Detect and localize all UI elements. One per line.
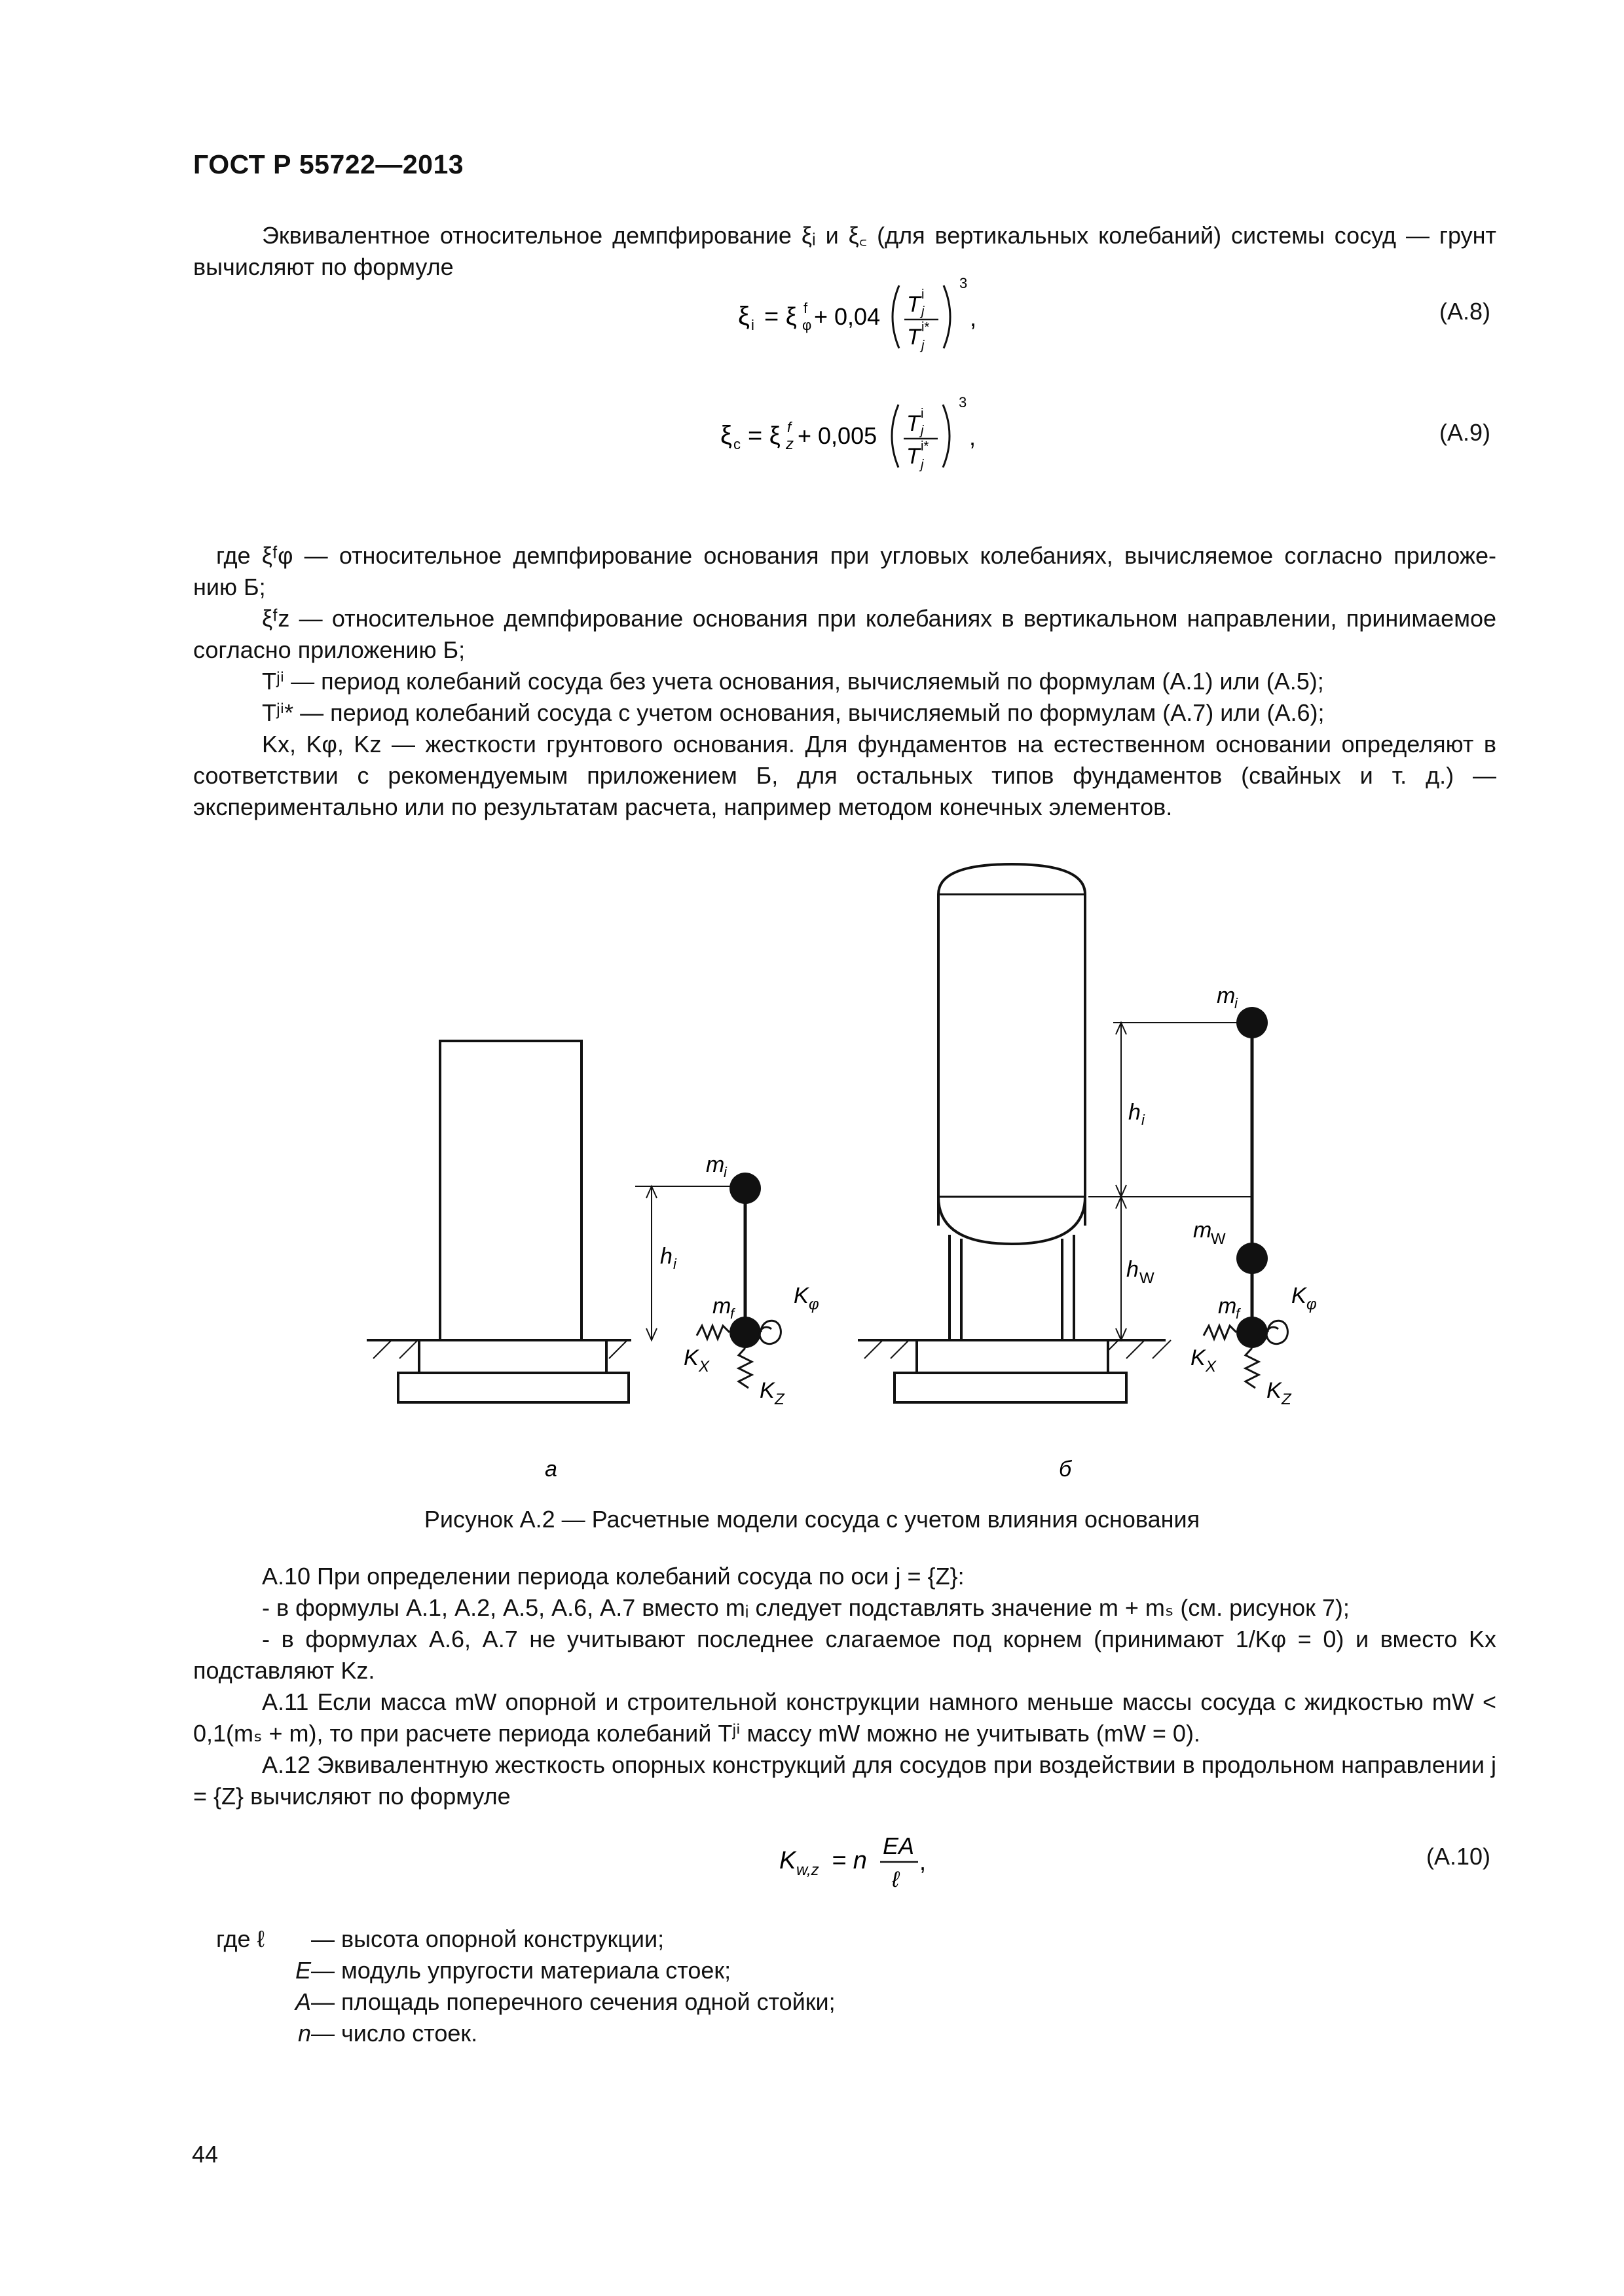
- mass-mf-b: [1236, 1317, 1268, 1348]
- a10-lhs-sub: w,z: [796, 1861, 819, 1879]
- a10-lhs: K: [779, 1847, 796, 1874]
- def-n: [216, 2018, 836, 2049]
- label-mf-a: m: [712, 1294, 731, 1319]
- label-mi-a: m: [706, 1152, 725, 1177]
- formula-a10-number: (A.10): [1426, 1843, 1491, 1870]
- label-hi-a-sub: i: [673, 1256, 676, 1272]
- para-a12: А.12 Эквивалентную жесткость опорных конструкций для сосудов при воздействии в продольном направлении j = {Z} вычисляют по формуле: [193, 1751, 1496, 1810]
- where1-line4: Tʲⁱ* — период колебаний сосуда с учетом основания, вычисляемый по формулам (А.7) или (А.6);: [262, 699, 1325, 726]
- a8-paren-right: [944, 285, 950, 348]
- formula-a8: [730, 274, 992, 359]
- a9-rhs-a: = ξ: [748, 422, 781, 450]
- label-mi-a-sub: i: [724, 1164, 727, 1180]
- a9-lhs: ξ: [720, 421, 732, 450]
- label-mi-b-sub: i: [1234, 995, 1238, 1011]
- a8-coef: + 0,04: [814, 303, 881, 330]
- spring-kx-b: [1204, 1326, 1236, 1339]
- spring-kx-a: [697, 1326, 729, 1339]
- a9-lhs-sub: c: [733, 436, 741, 452]
- a10-num: EA: [883, 1832, 915, 1859]
- mass-mw-b: [1236, 1243, 1268, 1274]
- a8-rhs-a-sub: φ: [802, 317, 812, 333]
- formula-a10: [773, 1827, 995, 1905]
- spring-kz-a: [739, 1348, 752, 1388]
- where1-line1b: нию Б;: [193, 574, 266, 600]
- foundation-a-base: [398, 1373, 629, 1402]
- vessel-a-body: [440, 1041, 581, 1340]
- document-header: ГОСТ Р 55722—2013: [193, 149, 464, 179]
- a10-tail: ,: [919, 1848, 927, 1875]
- def-n-sym: n: [297, 2020, 311, 2047]
- foundation-b-base: [895, 1373, 1126, 1402]
- a8-num-sup: i: [921, 287, 925, 302]
- label-mf-b-sub: f: [1236, 1305, 1240, 1322]
- spring-kphi-b: [1266, 1321, 1287, 1343]
- a9-tail: ,: [969, 424, 976, 450]
- spring-kz-b: [1246, 1348, 1259, 1388]
- page-number: 44: [192, 2141, 219, 2168]
- mass-mi-b: [1236, 1007, 1268, 1038]
- where1-line3: Tʲⁱ — период колебаний сосуда без учета основания, вычисляемый по формулам (А.1) или (А.5);: [262, 668, 1324, 695]
- where-block-2: [216, 1923, 836, 2049]
- def-l-txt: — высота опорной конструкции;: [311, 1925, 665, 1952]
- vessel-b-bottom-head: [938, 1197, 1085, 1244]
- a8-rhs-a: = ξ: [764, 303, 797, 331]
- def-e-sym: E: [295, 1957, 311, 1984]
- def-e-txt: — модуль упругости материала стоек;: [311, 1957, 731, 1984]
- label-hi-b: h: [1128, 1100, 1141, 1125]
- def-a-sym: A: [295, 1988, 311, 2015]
- label-kphi-b: K: [1291, 1283, 1306, 1308]
- a9-den: T: [906, 444, 920, 469]
- label-kz-b-sub: Z: [1282, 1391, 1291, 1408]
- figure-label-a: а: [545, 1457, 557, 1482]
- para-a11: А.11 Если масса mW опорной и строительной конструкции намного меньше массы сосуда с жидкостью mW < 0,1(mₛ + m), то при расчете периода колебаний Tʲⁱ массу mW можно не учитывать (mW = 0).: [193, 1688, 1496, 1747]
- label-kphi-a: K: [794, 1283, 809, 1308]
- mass-mf-a: [729, 1317, 761, 1348]
- label-hw-b-sub: W: [1139, 1269, 1154, 1287]
- label-mf-b: m: [1218, 1294, 1237, 1319]
- label-kx-a: K: [684, 1345, 699, 1370]
- figure-label-b: б: [1059, 1457, 1072, 1482]
- label-hw-b: h: [1126, 1257, 1139, 1282]
- figure-caption: Рисунок А.2 — Расчетные модели сосуда с учетом влияния основания: [424, 1506, 1200, 1533]
- formula-a9: [714, 393, 989, 478]
- a8-tail: ,: [970, 304, 977, 331]
- a9-rhs-a-sub: z: [786, 435, 794, 453]
- def-l-sym: где ℓ: [216, 1925, 265, 1952]
- def-n-txt: — число стоек.: [311, 2020, 478, 2047]
- foundation-a-upper: [419, 1340, 606, 1373]
- formula-a9-number: (A.9): [1439, 419, 1491, 446]
- para-a10: А.10 При определении периода колебаний сосуда по оси j = {Z}:: [262, 1563, 965, 1590]
- label-mi-b: m: [1217, 983, 1236, 1008]
- where1-line2: ξᶠz — относительное демпфирование основания при колебаниях в вертикальном направлении, принимаемое: [262, 605, 1496, 632]
- where1-line1: где ξᶠφ — относительное демпфирование основания при угловых колебаниях, вычисляемое согласно приложе-: [216, 542, 1496, 569]
- a9-num-sub: j: [921, 424, 924, 438]
- where1-line5: Kx, Kφ, Kz — жесткости грунтового основания. Для фундаментов на естественном основании определяют в соответствии с рекомендуемым приложением Б, для остальных типов фундаментов (свайных и т. д.) — экспериментально или по результатам расчета, например методом конечных элементов.: [193, 731, 1496, 820]
- a9-num: T: [906, 411, 920, 436]
- section-a10-a12: [193, 1561, 1496, 1812]
- a9-pow: 3: [959, 394, 967, 410]
- a8-lhs: ξ: [738, 302, 750, 331]
- a9-paren-left: [892, 405, 898, 467]
- figure-a-model: [367, 1041, 819, 1482]
- a9-rhs-a-sup: f: [787, 419, 792, 435]
- formula-a8-number: (A.8): [1439, 298, 1491, 325]
- a8-den-sup: i*: [921, 320, 930, 335]
- mass-mi-a: [729, 1173, 761, 1204]
- a8-den-sub: j: [921, 338, 925, 353]
- a10-den: ℓ: [892, 1867, 899, 1892]
- a10-eq: = n: [832, 1847, 867, 1874]
- label-kx-b-sub: X: [1206, 1358, 1217, 1376]
- def-e: [216, 1955, 836, 1986]
- label-kphi-a-sub: φ: [809, 1296, 819, 1313]
- a9-num-sup: i: [921, 407, 924, 421]
- vessel-b-shell: [938, 864, 1085, 1226]
- label-kphi-b-sub: φ: [1306, 1296, 1317, 1313]
- def-a-txt: — площадь поперечного сечения одной стойки;: [311, 1988, 836, 2015]
- a8-lhs-sub: i: [751, 317, 754, 333]
- formula-a9-svg: [714, 393, 989, 478]
- label-hi-a: h: [660, 1244, 673, 1269]
- label-kz-a-sub: Z: [775, 1391, 784, 1408]
- a8-pow: 3: [959, 275, 968, 291]
- intro-paragraph: Эквивалентное относительное демпфирование ξᵢ и ξ꜀ (для вертикальных колебаний) системы сосуд — грунт вычисляют по формуле: [193, 222, 1496, 280]
- a8-num-sub: j: [921, 304, 925, 319]
- para-a10-bullet2: - в формулах А.6, А.7 не учитывают последнее слагаемое под корнем (принимают 1/Kφ = 0) и вместо Kx подставляют Kz.: [193, 1626, 1496, 1684]
- a9-den-sub: j: [921, 458, 924, 472]
- label-mf-a-sub: f: [730, 1305, 735, 1322]
- label-mw-b: m: [1193, 1218, 1212, 1243]
- foundation-b-upper: [917, 1340, 1108, 1373]
- where1-line2b: согласно приложению Б;: [193, 636, 466, 663]
- label-kx-b: K: [1190, 1345, 1206, 1370]
- a9-paren-right: [943, 405, 950, 467]
- label-kz-a: K: [760, 1378, 775, 1403]
- label-hi-b-sub: i: [1141, 1112, 1145, 1128]
- formula-a10-svg: [773, 1827, 995, 1905]
- formula-a8-svg: [730, 274, 992, 359]
- def-a: [216, 1986, 836, 2018]
- a9-coef: + 0,005: [798, 422, 877, 449]
- label-mw-b-sub: W: [1211, 1230, 1226, 1248]
- where-block-1: [193, 540, 1496, 823]
- label-kz-b: K: [1266, 1378, 1282, 1403]
- a8-num: T: [907, 292, 921, 317]
- a8-rhs-a-sup: f: [803, 300, 808, 316]
- label-kx-a-sub: X: [699, 1358, 710, 1376]
- a9-den-sup: i*: [921, 439, 929, 454]
- figure-a2: [354, 851, 1317, 1499]
- spring-kphi-a: [760, 1321, 781, 1343]
- a8-den: T: [907, 325, 921, 350]
- a8-paren-left: [893, 285, 899, 348]
- para-a10-bullet1: - в формулы А.1, А.2, А.5, А.6, А.7 вместо mᵢ следует подставлять значение m + mₛ (см. рисунок 7);: [262, 1594, 1350, 1621]
- def-l: [216, 1923, 836, 1955]
- figure-b-model: [858, 864, 1317, 1482]
